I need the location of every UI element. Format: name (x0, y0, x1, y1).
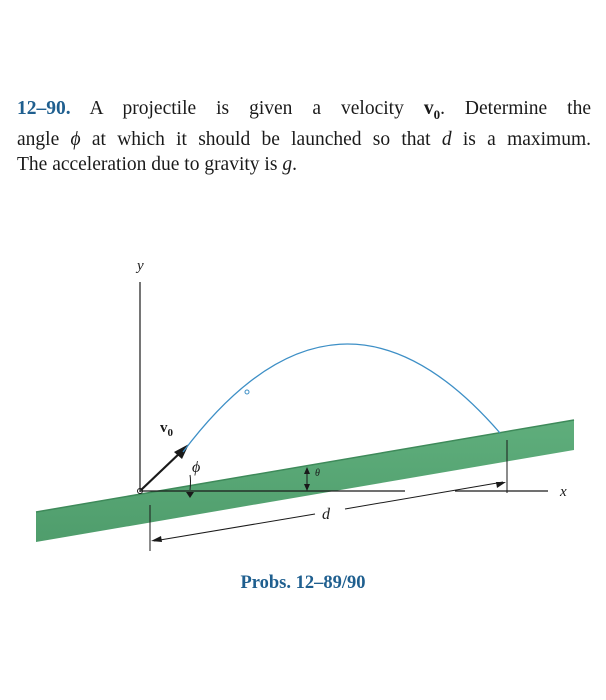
trajectory-curve (183, 344, 500, 452)
d-symbol: d (441, 128, 452, 150)
d-arrowhead-left (151, 536, 162, 542)
x-axis-label: x (560, 484, 567, 500)
trajectory-marker (245, 390, 249, 394)
velocity-label: $v_0$ (160, 420, 173, 439)
phi-angle-arc (190, 475, 191, 490)
g-symbol: g (282, 153, 293, 175)
y-axis-label: y (137, 258, 144, 274)
inclined-plane (36, 420, 574, 542)
d-label: d (322, 506, 330, 523)
velocity-vector (141, 451, 182, 490)
d-dimension-line-right (345, 482, 503, 509)
theta-label: θ (315, 468, 320, 479)
phi-symbol: ϕ (70, 128, 81, 150)
problem-line-1: 12–90. A projectile is given a velocity $v_0$. Determine the (17, 98, 591, 122)
problem-number: 12–90. (17, 98, 71, 119)
phi-label: ϕ (192, 459, 201, 476)
d-arrowhead-right (496, 482, 506, 488)
d-dimension-line-left (154, 514, 315, 541)
incline-surface-line (36, 420, 574, 512)
figure-caption: Probs. 12–89/90 (240, 573, 366, 593)
problem-line-3: The acceleration due to gravity is g. (17, 153, 297, 175)
problem-line-2: angle ϕ at which it should be launched so that d is a maximum. (17, 128, 592, 150)
velocity-symbol: $v_0$ (423, 98, 441, 122)
